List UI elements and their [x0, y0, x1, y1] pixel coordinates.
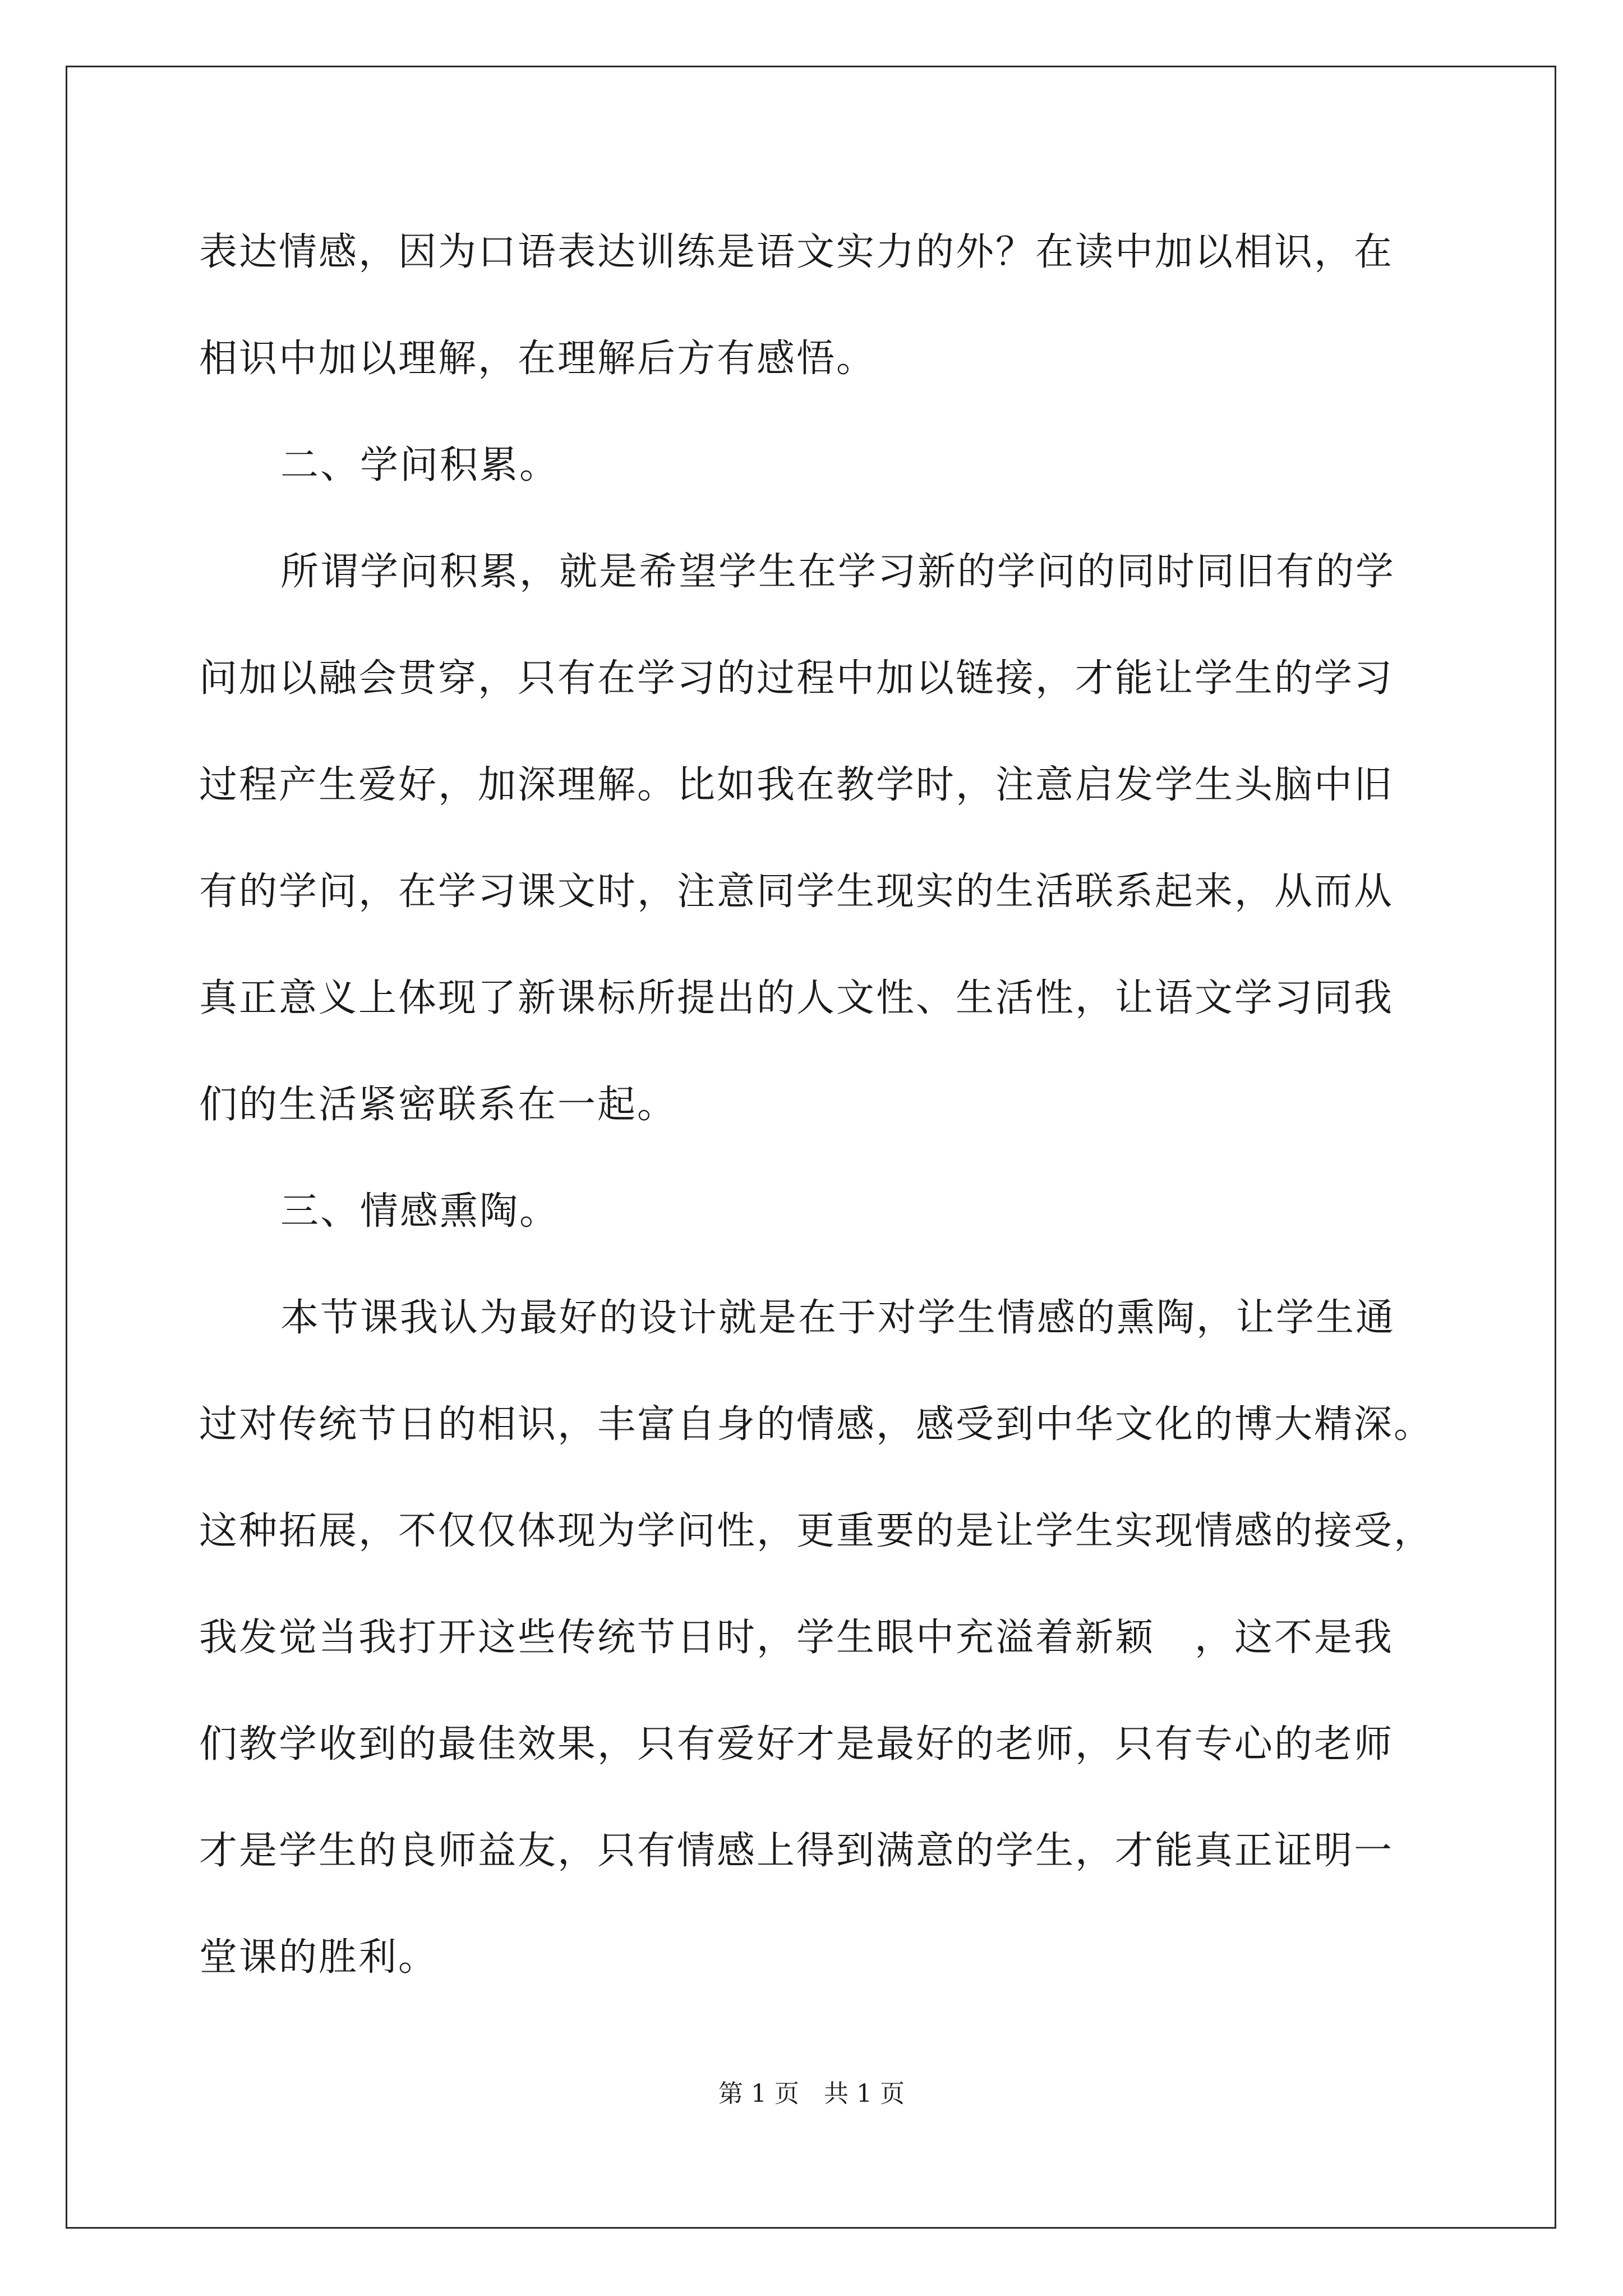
text-line: 有的学问，在学习课文时，注意同学生现实的生活联系起来，从而从	[199, 869, 1394, 914]
text-line: 本节课我认为最好的设计就是在于对学生情感的熏陶，让学生通	[280, 1296, 1396, 1340]
text-line: 才是学生的良师益友，只有情感上得到满意的学生，才能真正证明一	[199, 1829, 1394, 1873]
section-heading: 三、情感熏陶。	[280, 1189, 560, 1234]
text-line: 这种拓展，不仅仅体现为学问性，更重要的是让学生实现情感的接受，	[199, 1509, 1434, 1553]
page-number: 第 1 页 共 1 页	[718, 2079, 905, 2108]
text-line: 表达情感，因为口语表达训练是语文实力的外？在读中加以相识，在	[199, 230, 1394, 274]
page-border	[66, 66, 1556, 2229]
page-footer	[0, 2078, 1623, 2110]
text-line: 所谓学问积累，就是希望学生在学习新的学问的同时同旧有的学	[280, 550, 1396, 594]
text-line: 过对传统节日的相识，丰富自身的情感，感受到中华文化的博大精深。	[199, 1402, 1434, 1447]
text-line: 问加以融会贯穿，只有在学习的过程中加以链接，才能让学生的学习	[199, 656, 1394, 701]
text-line: 过程产生爱好，加深理解。比如我在教学时，注意启发学生头脑中旧	[199, 763, 1394, 807]
text-line: 堂课的胜利。	[199, 1935, 439, 1980]
text-line: 们教学收到的最佳效果，只有爱好才是最好的老师，只有专心的老师	[199, 1722, 1394, 1766]
text-line: 相识中加以理解，在理解后方有感悟。	[199, 337, 877, 381]
section-heading: 二、学问积累。	[280, 443, 560, 487]
text-line: 我发觉当我打开这些传统节日时，学生眼中充溢着新颖 ，这不是我	[199, 1616, 1394, 1660]
text-line: 们的生活紧密联系在一起。	[199, 1083, 677, 1127]
text-line: 真正意义上体现了新课标所提出的人文性、生活性，让语文学习同我	[199, 976, 1394, 1020]
